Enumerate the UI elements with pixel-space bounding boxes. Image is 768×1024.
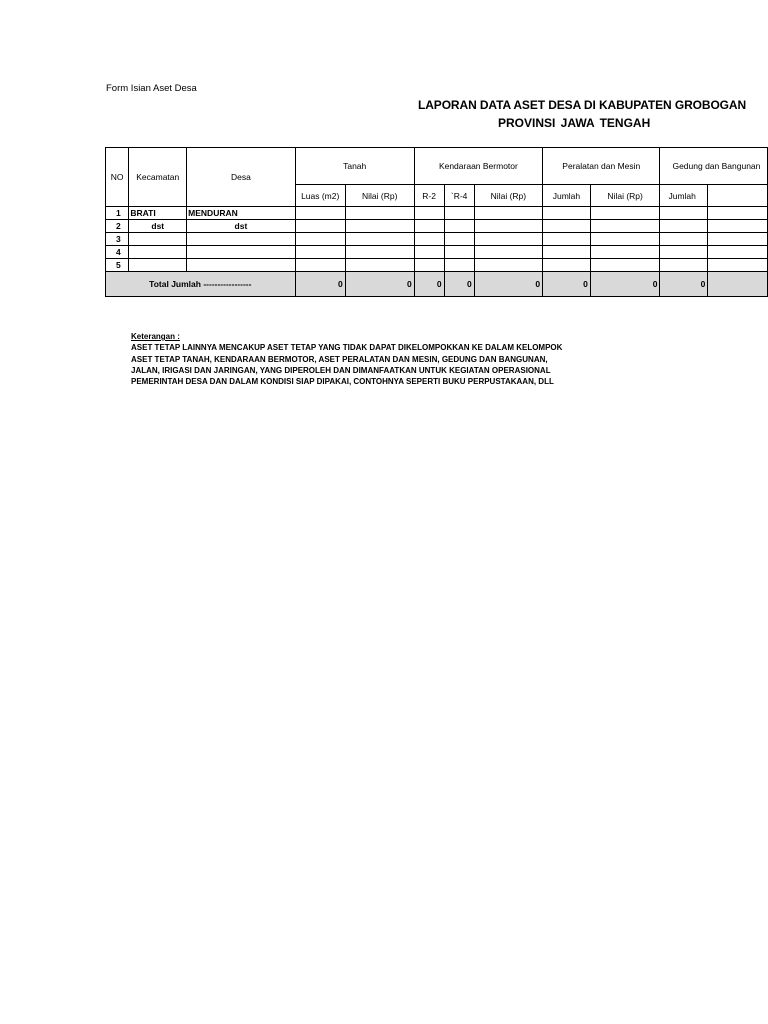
cell-empty [444, 233, 474, 246]
subheader-jumlah-peralatan: Jumlah [543, 185, 591, 207]
asset-table-area [105, 147, 768, 304]
report-subtitle: PROVINSI JAWA TENGAH [498, 116, 651, 130]
header-no: NO [106, 148, 129, 207]
cell-desa [187, 259, 295, 272]
cell-desa [187, 246, 295, 259]
table-row [106, 246, 768, 259]
cell-desa: dst [187, 220, 295, 233]
table-row [106, 220, 768, 233]
cell-empty [708, 259, 768, 272]
asset-table [105, 147, 768, 297]
cell-empty [708, 246, 768, 259]
cell-empty [543, 259, 591, 272]
cell-empty [590, 259, 660, 272]
header-kendaraan: Kendaraan Bermotor [414, 148, 542, 185]
cell-empty [660, 233, 708, 246]
cell-empty [474, 246, 542, 259]
cell-no: 2 [106, 220, 129, 233]
total-label: Total Jumlah ----------------- [106, 272, 296, 297]
header-peralatan: Peralatan dan Mesin [543, 148, 660, 185]
cell-empty [414, 246, 444, 259]
total-r4: 0 [444, 272, 474, 297]
header-desa: Desa [187, 148, 295, 207]
subheader-extra [708, 185, 768, 207]
cell-empty [590, 220, 660, 233]
cell-no: 1 [106, 207, 129, 220]
cell-empty [295, 207, 345, 220]
cell-empty [295, 246, 345, 259]
table-header-row [106, 148, 768, 185]
cell-desa [187, 233, 295, 246]
cell-empty [660, 259, 708, 272]
header-kecamatan: Kecamatan [129, 148, 187, 207]
report-title: LAPORAN DATA ASET DESA DI KABUPATEN GROBOGAN [418, 98, 747, 112]
cell-no: 4 [106, 246, 129, 259]
table-row [106, 207, 768, 220]
cell-empty [590, 246, 660, 259]
cell-empty [345, 220, 414, 233]
subheader-r4: `R-4 [444, 185, 474, 207]
cell-empty [543, 220, 591, 233]
total-luas: 0 [295, 272, 345, 297]
notes-section [131, 331, 562, 387]
subheader-nilai-kendaraan: Nilai (Rp) [474, 185, 542, 207]
notes-line: JALAN, IRIGASI DAN JARINGAN, YANG DIPEROLEH DAN DIMANFAATKAN UNTUK KEGIATAN OPERASIONAL [131, 365, 551, 375]
table-row [106, 259, 768, 272]
cell-no: 3 [106, 233, 129, 246]
cell-empty [543, 246, 591, 259]
form-label: Form Isian Aset Desa [106, 83, 197, 94]
total-extra [708, 272, 768, 297]
total-nilai-tanah: 0 [345, 272, 414, 297]
cell-empty [590, 233, 660, 246]
cell-empty [444, 207, 474, 220]
cell-empty [345, 207, 414, 220]
cell-empty [295, 220, 345, 233]
cell-empty [444, 259, 474, 272]
notes-line: PEMERINTAH DESA DAN DALAM KONDISI SIAP DIPAKAI, CONTOHNYA SEPERTI BUKU PERPUSTAKAAN, DLL [131, 377, 554, 387]
cell-empty [660, 207, 708, 220]
cell-empty [295, 233, 345, 246]
cell-empty [444, 246, 474, 259]
total-row [106, 272, 768, 297]
cell-no: 5 [106, 259, 129, 272]
cell-desa: MENDURAN [187, 207, 295, 220]
cell-empty [414, 259, 444, 272]
cell-empty [414, 207, 444, 220]
cell-empty [474, 220, 542, 233]
cell-empty [414, 233, 444, 246]
total-r2: 0 [414, 272, 444, 297]
cell-empty [345, 259, 414, 272]
cell-empty [590, 207, 660, 220]
cell-empty [543, 207, 591, 220]
cell-empty [660, 246, 708, 259]
cell-empty [474, 207, 542, 220]
notes-line: ASET TETAP LAINNYA MENCAKUP ASET TETAP YANG TIDAK DAPAT DIKELOMPOKKAN KE DALAM KELOMPOK [131, 343, 563, 353]
cell-kecamatan [129, 246, 187, 259]
cell-kecamatan [129, 259, 187, 272]
subheader-r2: R-2 [414, 185, 444, 207]
total-nilai-kendaraan: 0 [474, 272, 542, 297]
cell-empty [708, 220, 768, 233]
total-jumlah-peralatan: 0 [543, 272, 591, 297]
subheader-nilai-peralatan: Nilai (Rp) [590, 185, 660, 207]
cell-empty [708, 207, 768, 220]
cell-empty [474, 259, 542, 272]
header-tanah: Tanah [295, 148, 414, 185]
cell-empty [708, 233, 768, 246]
total-jumlah-gedung: 0 [660, 272, 708, 297]
table-row [106, 233, 768, 246]
total-nilai-peralatan: 0 [590, 272, 660, 297]
cell-kecamatan [129, 233, 187, 246]
cell-kecamatan: BRATI [129, 207, 187, 220]
cell-empty [444, 220, 474, 233]
subheader-nilai-tanah: Nilai (Rp) [345, 185, 414, 207]
header-gedung: Gedung dan Bangunan [660, 148, 768, 185]
cell-empty [295, 259, 345, 272]
cell-empty [474, 233, 542, 246]
notes-line: ASET TETAP TANAH, KENDARAAN BERMOTOR, ASET PERALATAN DAN MESIN, GEDUNG DAN BANGUNAN, [131, 354, 548, 364]
cell-empty [345, 246, 414, 259]
cell-empty [414, 220, 444, 233]
cell-empty [543, 233, 591, 246]
cell-empty [660, 220, 708, 233]
cell-empty [345, 233, 414, 246]
subheader-jumlah-gedung: Jumlah [660, 185, 708, 207]
notes-heading: Keterangan : [131, 332, 180, 341]
subheader-luas: Luas (m2) [295, 185, 345, 207]
cell-kecamatan: dst [129, 220, 187, 233]
